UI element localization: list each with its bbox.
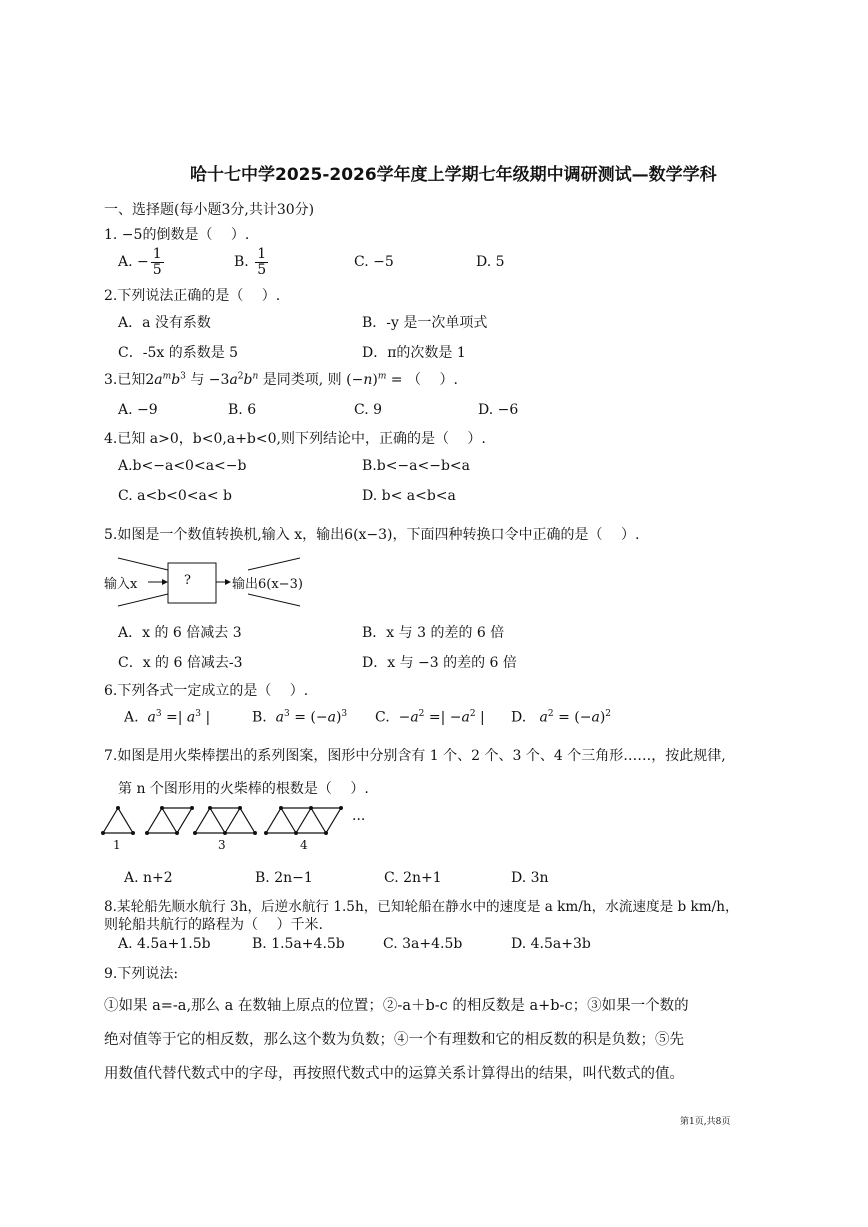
q5-stem-pre: 5.如图是一个数值转换机,输入 x，输出 [104, 527, 345, 543]
q3-option-b: B. 6 [228, 402, 257, 418]
q3-option-a: A. −9 [118, 402, 158, 418]
q5-fig-input-label: 输入x [104, 573, 137, 592]
q1-b-fraction [255, 247, 268, 277]
q5-fig-output-label: 输出6(x−3) [232, 573, 303, 592]
q4-option-d: D. b< a<b<a [362, 488, 456, 504]
q6-b-label: B. [252, 709, 267, 726]
q5-fig-question-mark: ? [184, 573, 191, 588]
q1-option-a [118, 244, 166, 280]
q3-stem [104, 369, 458, 389]
q3-expr-2: $-3a^2b^n$ [208, 371, 259, 388]
q5-stem-expr: 6(x−3) [344, 527, 393, 543]
q5-option-d: D．x 与 −3 的差的 6 倍 [362, 655, 517, 671]
q7-matchstick-figure [100, 804, 370, 838]
q5-fig-line-tr [248, 558, 300, 570]
q7-fig-ellipsis: ··· [352, 812, 366, 828]
q7-fig-label-4: 4 [300, 838, 308, 852]
q5-option-a: A．x 的 6 倍减去 3 [118, 625, 242, 641]
q1-option-d: D. 5 [476, 254, 505, 270]
q7-fig-3-outline [195, 808, 255, 833]
q2-stem: 2.下列说法正确的是（ ）. [104, 288, 281, 304]
q7-fig-4-inner-1 [281, 808, 296, 833]
q8-option-c: C. 3a+4.5b [383, 936, 463, 952]
q7-fig-4-inner-2 [296, 808, 311, 833]
q7-fig-2-inner [162, 808, 177, 833]
q7-fig-3-inner-2 [225, 808, 240, 833]
q2-option-b: B．-y 是一次单项式 [362, 315, 488, 331]
q6-stem: 6.下列各式一定成立的是（ ）. [104, 683, 309, 699]
q7-stem-line2: 第 n 个图形用的火柴棒的根数是（ ）. [118, 781, 369, 797]
q6-c-label: C. [375, 709, 390, 726]
q5-stem-post: ，下面四种转换口令中正确的是（ ）. [392, 527, 640, 543]
q5-fig-arrowhead-out [225, 579, 231, 585]
q1-stem: 1. −5的倒数是（ ）. [104, 227, 250, 243]
q6-option-b: B. $a^3 = (-a)^3$ [252, 709, 348, 726]
page-number: 第1页,共8页 [680, 1117, 731, 1127]
q2-option-a: A．a 没有系数 [118, 315, 211, 331]
q5-stem [104, 524, 639, 544]
section-heading: 一、选择题(每小题3分,共计30分) [104, 202, 315, 218]
q3-expr-1: $2a^mb^3$ [145, 371, 186, 388]
q3-stem-pre: 3.已知 [104, 372, 146, 388]
q5-fig-line-br [248, 594, 300, 606]
q3-option-c: C. 9 [354, 402, 383, 418]
q8-option-b: B. 1.5a+4.5b [252, 936, 345, 952]
q1-option-c: C. −5 [354, 254, 394, 270]
q5-fig-arrowhead-in [162, 579, 168, 585]
q6-option-a: A. $a^3$ =| $a^3$ | [124, 709, 211, 726]
q7-stem-line1: 7.如图是用火柴棒摆出的系列图案，图形中分别含有 1 个、2 个、3 个、4 个三角形……，按此规律, [104, 748, 726, 764]
q1-b-numerator: 1 [257, 245, 267, 262]
q2-option-d: D．π的次数是 1 [362, 345, 466, 361]
q1-a-fraction [151, 247, 164, 277]
q1-option-b [234, 244, 270, 280]
q1-a-denominator: 5 [152, 261, 162, 278]
q7-option-d: D. 3n [511, 870, 549, 886]
q5-fig-line-bl [118, 594, 168, 606]
q9-line-2: 绝对值等于它的相反数，那么这个数为负数；④一个有理数和它的相反数的积是负数；⑤先 [104, 1032, 684, 1048]
q7-fig-label-3: 3 [218, 838, 226, 852]
q3-stem-end: = （ ）. [386, 372, 458, 388]
q5-option-c: C．x 的 6 倍减去-3 [118, 655, 243, 671]
q4-stem: 4.已知 a>0，b<0,a+b<0,则下列结论中，正确的是（ ）. [104, 431, 486, 447]
q6-d-label: D. [511, 709, 527, 726]
q3-option-d: D. −6 [478, 402, 519, 418]
q6-a-label: A. [124, 709, 139, 726]
q4-option-c: C. a<b<0<a< b [118, 488, 233, 504]
q8-stem-line1: 8.某轮船先顺水航行 3h，后逆水航行 1.5h，已知轮船在静水中的速度是 a km/h，水流速度是 b km/h， [104, 899, 739, 915]
q4-option-b: B.b<−a<−b<a [362, 458, 471, 474]
q1-a-numerator: 1 [152, 245, 162, 262]
q4-option-a: A.b<−a<0<a<−b [118, 458, 247, 474]
q1-a-label: A. [118, 254, 133, 270]
q1-a-sign: − [137, 254, 149, 270]
q6-option-c: C. $-a^2$ =| $-a^2$ | [375, 709, 485, 726]
q3-stem-post: 是同类项, 则 [262, 372, 342, 388]
q7-option-c: C. 2n+1 [384, 870, 442, 886]
page-title: 哈十七中学2025-2026学年度上学期七年级期中调研测试—数学学科 [190, 165, 717, 185]
q3-expr-3: $(-n)^m$ [346, 371, 387, 388]
q8-option-d: D. 4.5a+3b [511, 936, 591, 952]
q7-fig-1 [103, 808, 133, 833]
q7-fig-label-1: 1 [113, 838, 121, 852]
q5-fig-box [168, 563, 216, 603]
q9-line-1: ①如果 a=-a,那么 a 在数轴上原点的位置；②-a＋b-c 的相反数是 a+b-c；③如果一个数的 [104, 998, 689, 1014]
q6-option-d: D. $a^2 = (-a)^2$ [511, 709, 612, 726]
q5-option-b: B．x 与 3 的差的 6 倍 [362, 625, 505, 641]
q7-option-a: A. n+2 [124, 870, 173, 886]
q3-stem-mid: 与 [190, 372, 205, 388]
q9-stem: 9.下列说法: [104, 966, 179, 982]
q8-option-a: A. 4.5a+1.5b [118, 936, 211, 952]
q7-fig-4-inner-3 [311, 808, 326, 833]
q1-b-denominator: 5 [257, 261, 267, 278]
q2-option-c: C．-5x 的系数是 5 [118, 345, 239, 361]
q7-option-b: B. 2n−1 [255, 870, 313, 886]
q1-b-label: B. [234, 254, 249, 270]
q9-line-3: 用数值代替代数式中的字母，再按照代数式中的运算关系计算得出的结果，叫代数式的值。 [104, 1066, 684, 1082]
q7-fig-3-inner-1 [210, 808, 225, 833]
q8-stem-line2: 则轮船共航行的路程为（ ）千米. [104, 917, 323, 933]
q5-fig-line-tl [118, 558, 168, 570]
